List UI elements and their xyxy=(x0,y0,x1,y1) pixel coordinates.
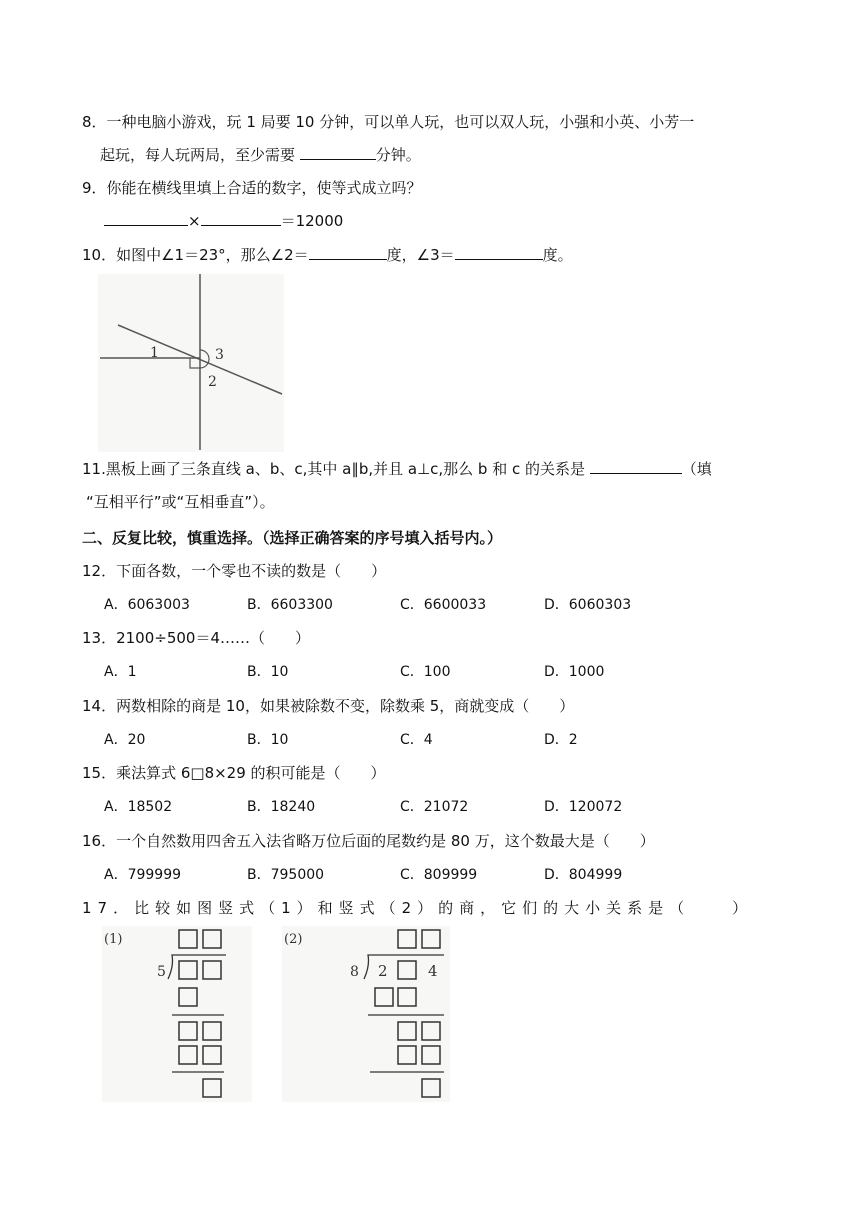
q14-stem: 14．两数相除的商是 10，如果被除数不变，除数乘 5，商就变成（ ） xyxy=(82,697,575,715)
q16-stem: 16．一个自然数用四舍五入法省略万位后面的尾数约是 80 万，这个数最大是（ ） xyxy=(82,832,655,850)
q15-stem: 15．乘法算式 6□8×29 的积可能是（ ） xyxy=(82,764,386,782)
q12-option-a[interactable]: A．6063003 xyxy=(104,597,190,613)
q8-line2-pre: 起玩，每人玩两局，至少需要 xyxy=(100,146,300,164)
section2-heading: 二、反复比较，慎重选择。（选择正确答案的序号填入括号内。） xyxy=(82,529,503,547)
q13-option-a[interactable]: A．1 xyxy=(104,664,137,680)
q15-option-c[interactable]: C．21072 xyxy=(400,799,469,815)
q13-stem: 13．2100÷500＝4……（ ） xyxy=(82,629,311,647)
q11-line1-post: （填 xyxy=(681,460,712,478)
q13-option-d[interactable]: D．1000 xyxy=(544,664,605,680)
q11-answer-blank[interactable] xyxy=(590,459,682,474)
q11-line1-pre: 11.黑板上画了三条直线 a、b、c,其中 a∥b,并且 a⊥c,那么 b 和 c 的关系是 xyxy=(82,460,590,478)
q17-stem: 17．比较如图竖式（1）和竖式（2）的商，它们的大小关系是（ ） xyxy=(82,899,754,917)
q10-figure-background xyxy=(98,274,284,452)
q9-equation xyxy=(104,211,343,231)
q11-line2: “互相平行”或“互相垂直”）。 xyxy=(86,493,275,511)
q9-result: ＝12000 xyxy=(280,212,344,230)
fig2-background xyxy=(282,926,450,1102)
q9-blank-1[interactable] xyxy=(104,211,188,226)
q10-mid: 度，∠3＝ xyxy=(386,246,455,264)
q10-blank-angle3[interactable] xyxy=(455,245,543,260)
q14-option-d[interactable]: D．2 xyxy=(544,732,578,748)
q15-option-b[interactable]: B．18240 xyxy=(247,799,316,815)
q8-line2-post: 分钟。 xyxy=(375,146,421,164)
q10-post: 度。 xyxy=(542,246,573,264)
q9-times-sign: × xyxy=(188,212,201,230)
q10-blank-angle2[interactable] xyxy=(309,245,387,260)
q13-option-c[interactable]: C．100 xyxy=(400,664,451,680)
q15-option-a[interactable]: A．18502 xyxy=(104,799,173,815)
angle-label-2: 2 xyxy=(208,374,217,390)
q14-option-a[interactable]: A．20 xyxy=(104,732,146,748)
fig2-dividend-digit-4: 4 xyxy=(428,962,438,980)
q12-option-d[interactable]: D．6060303 xyxy=(544,597,632,613)
q12-option-b[interactable]: B．6603300 xyxy=(247,597,333,613)
q10-angle-figure xyxy=(98,274,284,452)
fig1-divisor: 5 xyxy=(157,964,166,980)
q14-option-c[interactable]: C．4 xyxy=(400,732,433,748)
q9-line1: 9．你能在横线里填上合适的数字，使等式成立吗？ xyxy=(82,179,422,197)
angle-label-1: 1 xyxy=(150,345,159,361)
q8-line2 xyxy=(100,145,421,165)
q14-option-b[interactable]: B．10 xyxy=(247,732,289,748)
fig2-dividend-digit-2: 2 xyxy=(378,962,388,980)
q10-line xyxy=(82,245,573,265)
q12-option-c[interactable]: C．6600033 xyxy=(400,597,487,613)
q16-option-c[interactable]: C．809999 xyxy=(400,867,478,883)
q17-division-figure-1 xyxy=(102,926,252,1102)
q8-answer-blank[interactable] xyxy=(300,145,376,160)
angle-label-3: 3 xyxy=(215,347,224,363)
q10-pre: 10．如图中∠1＝23°，那么∠2＝ xyxy=(82,246,309,264)
q16-option-b[interactable]: B．795000 xyxy=(247,867,325,883)
q16-option-d[interactable]: D．804999 xyxy=(544,867,623,883)
q9-blank-2[interactable] xyxy=(201,211,281,226)
fig1-background xyxy=(102,926,252,1102)
fig2-label: (2) xyxy=(284,932,303,947)
fig1-label: (1) xyxy=(104,932,123,947)
q12-stem: 12．下面各数，一个零也不读的数是（ ） xyxy=(82,562,387,580)
fig2-divisor: 8 xyxy=(350,964,359,980)
q11-line1 xyxy=(82,459,712,479)
q16-option-a[interactable]: A．799999 xyxy=(104,867,182,883)
q13-option-b[interactable]: B．10 xyxy=(247,664,289,680)
q15-option-d[interactable]: D．120072 xyxy=(544,799,623,815)
q17-division-figure-2 xyxy=(282,926,450,1102)
q8-line1: 8．一种电脑小游戏，玩 1 局要 10 分钟，可以单人玩，也可以双人玩，小强和小英、小芳一 xyxy=(82,113,695,131)
